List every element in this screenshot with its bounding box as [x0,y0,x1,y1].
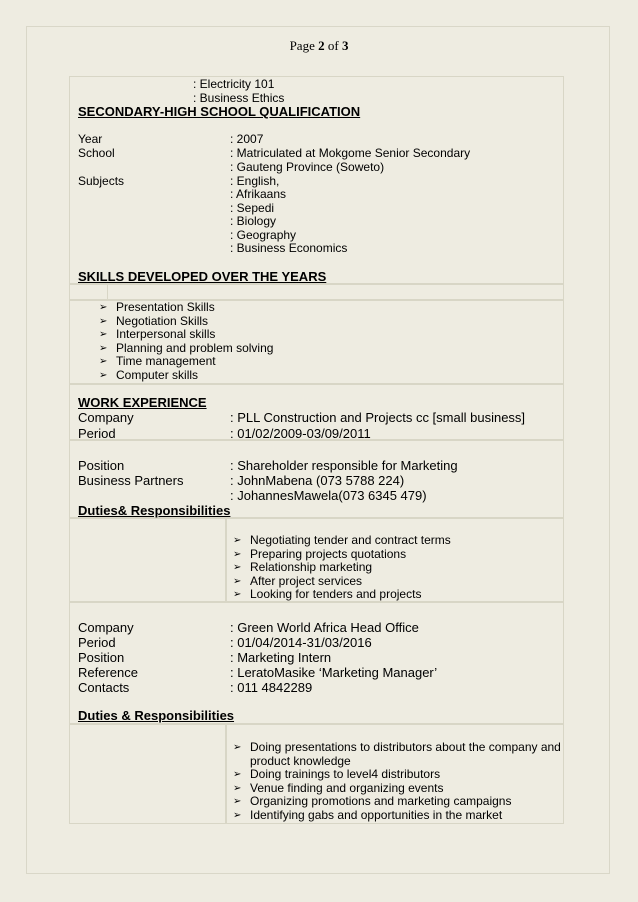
period-label: Period [78,426,116,441]
position-label: Position [78,458,125,473]
secondary-heading: SECONDARY-HIGH SCHOOL QUALIFICATION [78,104,361,119]
company-value: : PLL Construction and Projects cc [small business] [230,410,526,425]
list-item: ➢ Time management [99,355,273,369]
list-item: ➢ Negotiation Skills [99,315,273,329]
contacts-value: : 011 4842289 [230,680,313,695]
list-item: ➢ Doing trainings to level4 distributors [233,768,561,782]
partners-label: Business Partners [78,473,184,488]
company-label: Company [78,410,134,425]
job1-duties-list [233,534,451,602]
tertiary-subject: : Business Ethics [193,91,285,105]
list-item: ➢ Doing presentations to distributors about the company and product knowledge [233,741,561,768]
list-item: ➢ Computer skills [99,369,273,383]
year-value: : 2007 [230,132,264,146]
period-value: : 01/04/2014-31/03/2016 [230,635,372,650]
list-item: ➢ Looking for tenders and projects [233,588,451,602]
reference-value: : LeratoMasike ‘Marketing Manager’ [230,665,438,680]
partner-value: : JohannesMawela(073 6345 479) [230,488,427,503]
company-value: : Green World Africa Head Office [230,620,419,635]
skills-spacer-subcell [69,284,108,300]
tertiary-subject: : Electricity 101 [193,77,275,91]
list-item: ➢ After project services [233,575,451,589]
position-value: : Marketing Intern [230,650,332,665]
list-item: ➢ Negotiating tender and contract terms [233,534,451,548]
list-item: ➢ Venue finding and organizing events [233,782,561,796]
job2-duties-list [233,741,561,823]
duties-heading: Duties& Responsibilities [78,503,231,518]
skills-heading: SKILLS DEVELOPED OVER THE YEARS [78,269,327,284]
duties-heading: Duties & Responsibilities [78,708,235,723]
subject-item: : Geography [230,228,297,242]
position-label: Position [78,650,125,665]
year-label: Year [78,132,103,146]
list-item: ➢ Preparing projects quotations [233,548,451,562]
position-value: : Shareholder responsible for Marketing [230,458,458,473]
company-label: Company [78,620,134,635]
contacts-label: Contacts [78,680,130,695]
subject-item: : Business Economics [230,241,348,255]
skills-list [99,301,273,383]
list-item: ➢ Organizing promotions and marketing campaigns [233,795,561,809]
period-value: : 01/02/2009-03/09/2011 [230,426,371,441]
school-label: School [78,146,115,160]
skills-spacer-cell [69,284,564,300]
list-item: ➢ Planning and problem solving [99,342,273,356]
job1-duties-left-cell [69,518,226,602]
list-item: ➢ Presentation Skills [99,301,273,315]
work-heading: WORK EXPERIENCE [78,395,207,410]
partner-value: : JohnMabena (073 5788 224) [230,473,405,488]
subject-item: : Sepedi [230,201,275,215]
subject-item: : English, [230,174,280,188]
reference-label: Reference [78,665,138,680]
subjects-label: Subjects [78,174,125,188]
job2-duties-left-cell [69,724,226,824]
school-value: : Matriculated at Mokgome Senior Secondary [230,146,471,160]
period-label: Period [78,635,116,650]
school-value: : Gauteng Province (Soweto) [230,160,385,174]
list-item: ➢ Interpersonal skills [99,328,273,342]
subject-item: : Afrikaans [230,187,287,201]
page-number: Page 2 of 3 [289,38,349,53]
subject-item: : Biology [230,214,277,228]
list-item: ➢ Relationship marketing [233,561,451,575]
list-item: ➢ Identifying gabs and opportunities in the market [233,809,561,823]
